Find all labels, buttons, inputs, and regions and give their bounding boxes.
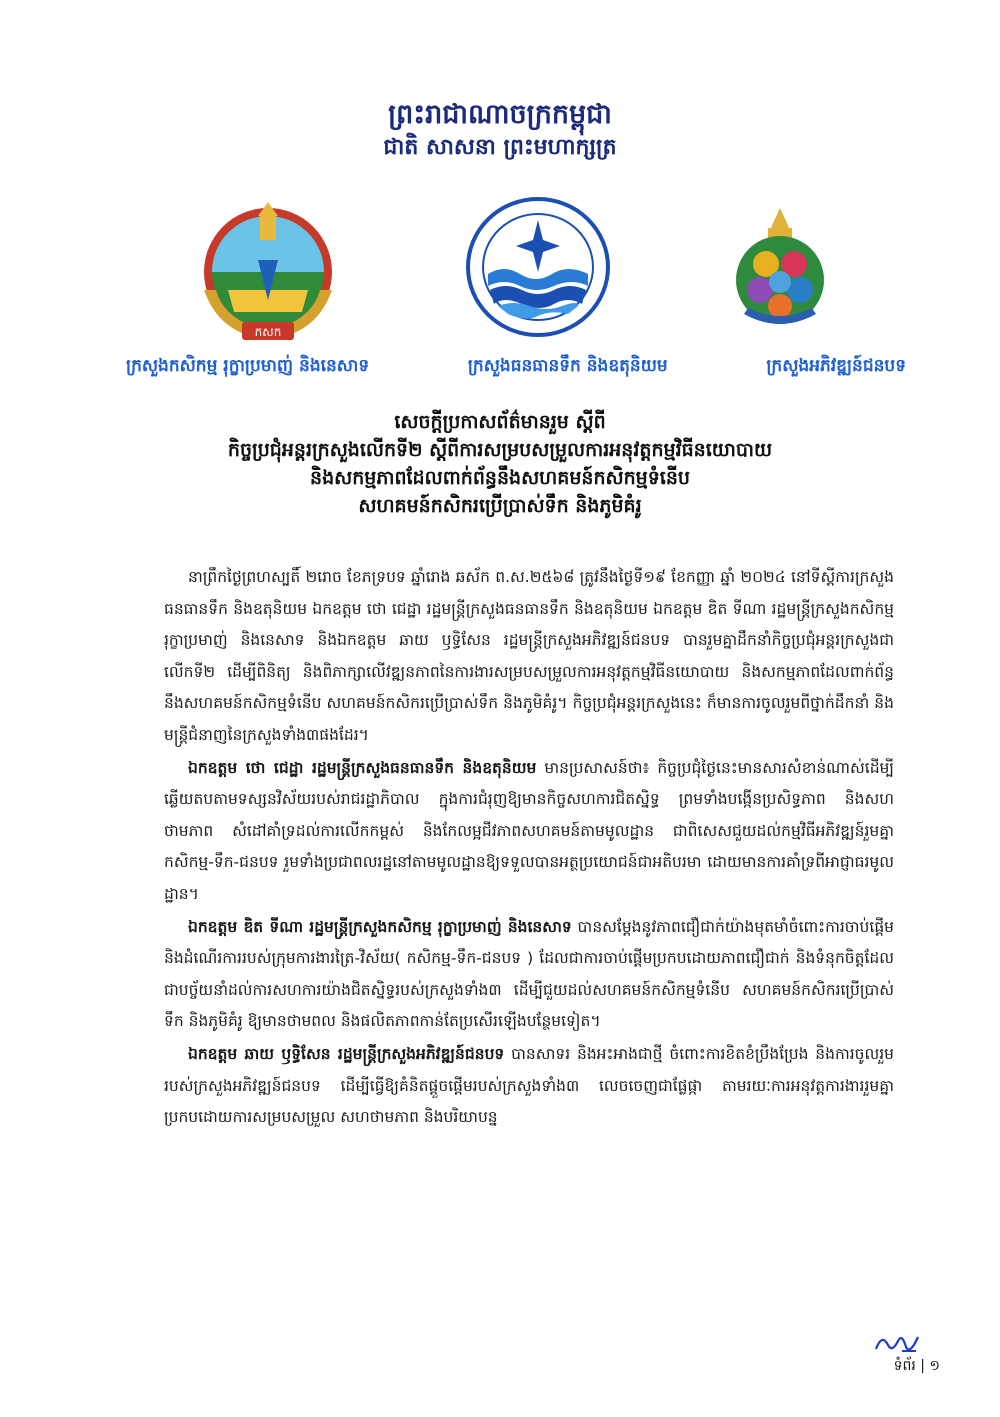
- paragraph-3-text: បានសម្តែងនូវភាពជឿជាក់យ៉ាងមុតមាំចំពោះការចាប់ផ្តើម និងដំណើរការរបស់ក្រុមការងារត្រៃ-វិស័យ( កសិកម្ម-ទឹក-ជនបទ ) ដែលជាការចាប់ផ្តើមប្រកបដោយភាពជឿជាក់ និងទំនុកចិត្តដែលជាបច្ច័យនាំដល់ការសហការយ៉ាងជិតស្និទ្ធរបស់ក្រសួងទាំង៣ ដើម្បីជួយដល់សហគមន៍កសិកម្មទំនើប សហគមន៍កសិករប្រើប្រាស់ទឹក និងភូមិគំរូ ឱ្យមានថាមពល និងផលិតភាពកាន់តែប្រសើរឡើងបន្ថែមទៀត។: [164, 917, 894, 1031]
- logos-row: [0, 196, 1000, 346]
- paragraph-4-lead: ឯកឧត្តម ឆាយ ឫទ្ធិសែន រដ្ឋមន្ត្រីក្រសួងអភិវឌ្ឍន៍ជនបទ: [188, 1044, 505, 1063]
- paragraph-3-lead: ឯកឧត្តម ឌិត ទីណា រដ្ឋមន្ត្រីក្រសួងកសិកម្ម រុក្ខាប្រមាញ់ និងនេសាទ: [188, 917, 572, 936]
- paragraph-1-text: នាព្រឹកថ្ងៃព្រហស្បតិ៍ ២រោច ខែភទ្របទ ឆ្នាំរោង ឆស័ក ព.ស.២៥៦៨ ត្រូវនឹងថ្ងៃទី១៩ ខែកញ្ញា ឆ្នាំ ២០២៤ នៅទីស្តីការក្រសួងធនធានទឹក និងឧតុនិយម ឯកឧត្តម ថោ ជេដ្ឋា រដ្ឋមន្ត្រីក្រសួងធនធានទឹក និងឧតុនិយម ឯកឧត្តម ឌិត ទីណា រដ្ឋមន្ត្រីក្រសួងកសិកម្ម រុក្ខាប្រមាញ់ និងនេសាទ និងឯកឧត្តម ឆាយ ឫទ្ធិសែន រដ្ឋមន្ត្រីក្រសួងអភិវឌ្ឍន៍ជនបទ បានរួមគ្នាដឹកនាំកិច្ចប្រជុំអន្តរក្រសួងជាលើកទី២ ដើម្បីពិនិត្យ និងពិភាក្សាលើវឌ្ឍនភាពនៃការងារសម្របសម្រួលការអនុវត្តកម្មវិធីនយោបាយ និងសកម្មភាពដែលពាក់ព័ន្ធនឹងសហគមន៍កសិកម្មទំនើប សហគមន៍កសិករប្រើប្រាស់ទឹក និងភូមិគំរូ។ កិច្ចប្រជុំអន្តរក្រសួងនេះ ក៏មានការចូលរួមពីថ្នាក់ដឹកនាំ និងមន្ត្រីជំនាញនៃក្រសួងទាំង៣ផងដែរ។: [164, 568, 894, 744]
- announcement-title: [0, 408, 1000, 520]
- ministry-water-resources-emblem-icon: [464, 196, 612, 342]
- title-line-3: និងសកម្មភាពដែលពាក់ព័ន្ធនឹងសហគមន៍កសិកម្មទំនើប: [310, 467, 690, 489]
- ministry-rural-development-label: ក្រសួងអភិវឌ្ឍន៍ជនបទ: [766, 356, 906, 376]
- title-line-2: កិច្ចប្រជុំអន្តរក្រសួងលើកទី២ ស្តីពីការសម្របសម្រួលការអនុវត្តកម្មវិធីនយោបាយ: [227, 439, 773, 461]
- ministry-agriculture-label: ក្រសួងកសិកម្ម រុក្ខាប្រមាញ់ និងនេសាទ: [126, 356, 370, 376]
- kingdom-heading: ព្រះរាជាណាចក្រកម្ពុជា: [388, 99, 612, 130]
- ministry-agriculture-emblem-icon: [198, 200, 338, 354]
- paragraph-4: [164, 1039, 894, 1134]
- paragraph-3: [164, 912, 894, 1038]
- title-line-4: សហគមន៍កសិករប្រើប្រាស់ទឹក និងភូមិគំរូ: [358, 495, 642, 517]
- ministry-water-resources-label: ក្រសួងធនធានទឹក និងឧតុនិយម: [467, 356, 668, 376]
- paragraph-4-text: បានសាទរ និងអះអាងជាថ្មី ចំពោះការខិតខំប្រឹងប្រែង និងការចូលរួមរបស់ក្រសួងអភិវឌ្ឍន៍ជនបទ ដើម្បីធ្វើឱ្យគំនិតផ្តួចផ្តើមរបស់ក្រសួងទាំង៣ លេចចេញជាផ្លែផ្កា តាមរយៈការអនុវត្តការងាររួមគ្នាប្រកបដោយការសម្របសម្រួល សហថាមភាព និងបរិយាបន្ន: [164, 1044, 894, 1127]
- document-body: [164, 562, 894, 1135]
- page-number: ទំព័រ | ១: [893, 1358, 940, 1374]
- document-header: [0, 98, 1000, 162]
- ministry-rural-development-emblem-icon: [730, 208, 830, 336]
- paragraph-1: [164, 562, 894, 752]
- paragraph-2-text: មានប្រសាសន៍ថា៖ កិច្ចប្រជុំថ្ងៃនេះមានសារសំខាន់ណាស់ដើម្បីឆ្លើយតបតាមទស្សនវិស័យរបស់រាជរដ្ឋាភិបាល ក្នុងការជំរុញឱ្យមានកិច្ចសហការជិតស្និទ្ធ ព្រមទាំងបង្កើនប្រសិទ្ធភាព និងសហថាមភាព សំដៅគាំទ្រដល់ការលើកកម្ពស់ និងកែលម្អជីវភាពសហគមន៍តាមមូលដ្ឋាន ជាពិសេសជួយដល់កម្មវិធីអភិវឌ្ឍន៍រួមគ្នា កសិកម្ម-ទឹក-ជនបទ រួមទាំងប្រជាពលរដ្ឋនៅតាមមូលដ្ឋានឱ្យទទួលបានអត្ថប្រយោជន៍ជាអតិបរមា ដោយមានការគាំទ្រពីអាជ្ញាធរមូលដ្ឋាន។: [164, 758, 894, 903]
- title-line-1: សេចក្តីប្រកាសព័ត៌មានរួម ស្តីពី: [394, 411, 606, 433]
- ministries-row: [126, 355, 906, 380]
- agriculture-seal-text: កសក: [254, 325, 282, 339]
- paragraph-2: [164, 753, 894, 911]
- paragraph-2-lead: ឯកឧត្តម ថោ ជេដ្ឋា រដ្ឋមន្ត្រីក្រសួងធនធានទឹក និងឧតុនិយម: [188, 758, 537, 777]
- national-motto: ជាតិ សាសនា ព្រះមហាក្សត្រ: [383, 134, 617, 160]
